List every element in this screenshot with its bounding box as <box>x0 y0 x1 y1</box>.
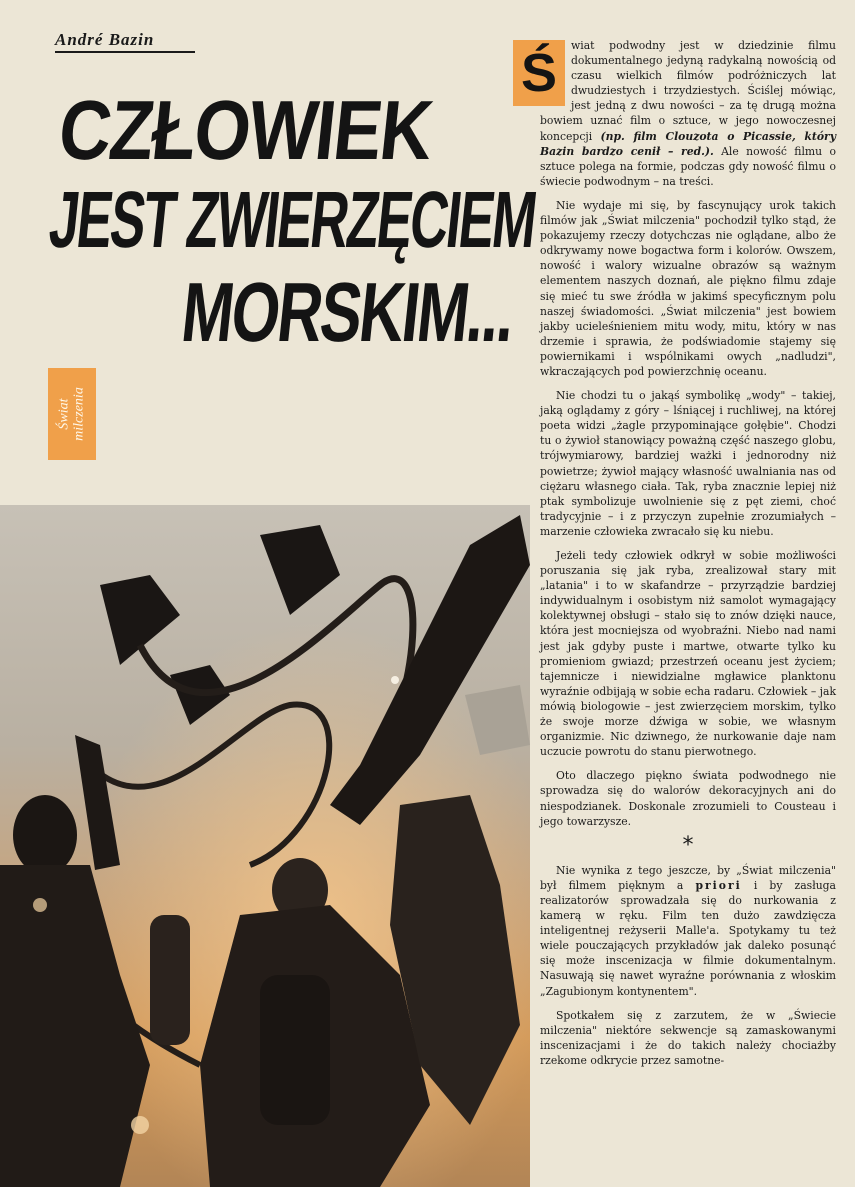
a-priori-term: priori <box>695 878 742 892</box>
paragraph-1-text-a: wiat podwodny jest w dziedzinie filmu dokumentalnego jedyną radykalną nowością od czasu wielkich filmów podróżniczych lat dwudziestych i trzydziestych. Ściślej mówiąc, jest jedną z dwu nowości – za tę drugą można bowiem uznać film o sztuce, w jego nowoczesnej koncepcji <box>540 39 836 143</box>
divers-illustration <box>0 505 530 1187</box>
section-separator: * <box>682 832 694 858</box>
paragraph-7: Spotkałem się z zarzutem, że w „Świecie milczenia" niektóre sekwencje są zamaskowanymi inscenizacjami i że do takich należy chociażby rzekome odkrycie przez samotne- <box>540 1008 836 1067</box>
title-line-3: MORSKIM... <box>177 265 518 359</box>
editor-note: (np. film Clouzota o Picassie, który Bazin bardzo cenił – red.). <box>540 129 837 158</box>
paragraph-5: Oto dlaczego piękno świata podwodnego nie sprowadza się do walorów dekoracyjnych ani do niespodzianek. Doskonale zrozumieli to Cousteau i jego towarzysze. <box>540 769 836 828</box>
section-tag-label <box>57 369 86 459</box>
bubble <box>33 898 47 912</box>
paragraph-2: Nie wydaje mi się, by fascynujący urok takich filmów jak „Świat milczenia" pochodził tylko stąd, że pokazujemy rzeczy dotychczas nie oglądane, albo że odkrywamy nowe bogactwa form i kolorów. Owszem, nowość i walory wizualne obrazów są ważnym elementem naszych doznań, ale piękno filmu zdaje się mieć tu swe źródła w jakimś specyficznym polu naszej świadomości. „Świat milczenia" jest bowiem jakby ucieleśnieniem mitu wody, mitu, który w nas drzemie i sprawia, że podświadomie stajemy się powiernikami i wspólnikami owych „nadludzi", wkraczających pod powierzchnię oceanu. <box>540 198 836 378</box>
air-tank <box>260 975 330 1125</box>
article-body <box>520 38 837 1077</box>
article-title <box>36 83 540 359</box>
author-byline: André Bazin <box>55 30 195 53</box>
title-line-1: CZŁOWIEK <box>54 83 436 177</box>
section-tag-line-2: milczenia <box>71 387 86 441</box>
title-line-2: JEST ZWIERZĘCIEM <box>45 175 540 264</box>
paragraph-6-text-b: i by zasługa realizatorów sprowadzała się do nurkowania z kamerą w ręku. Film ten dużo zawdzięcza inteligentnej reżyserii Malle'a. Spotykamy tu też wiele pouczających przykładów jak daleko posunąć się może inscenizacja w filmie dokumentalnym. Nasuwają się nawet wyraźne porównania z włoskim „Zagubionym kontynentem". <box>540 878 836 998</box>
bubble <box>391 676 399 684</box>
paragraph-1 <box>520 38 837 189</box>
diver-head <box>13 795 77 875</box>
bubble <box>131 1116 149 1134</box>
paragraph-4: Jeżeli tedy człowiek odkrył w sobie możliwości poruszania się jak ryba, zrealizował stary mit „latania" i to w skafandrze – przyrządzie bardziej indywidualnym i osobistym niż samolot wymagający kolektywnej obsługi – stało się to znów dzięki nauce, która jest mocniejsza od wyobraźni. Niebo nad nami jest jak gdyby puste i martwe, otwarte tylko ku promieniom gwiazd; przestrzeń oceanu jest życiem; tajemnicze i niewidzialne mgławice planktonu wyraźnie odbijają w sobie echa radaru. Człowiek – jak mówią biologowie – jest zwierzęciem morskim, tylko że swoje morze dźwiga w sobie, we własnym organizmie. Nic dziwnego, że nurkowanie daje nam uczucie powrotu do stanu pierwotnego. <box>540 549 836 759</box>
divers-photo <box>0 505 530 1187</box>
paragraph-1-text-b: Ale nowość filmu o sztuce polega na formie, podczas gdy nowość filmu o świecie podwodnym – na treści. <box>540 144 836 188</box>
drop-cap: Ś <box>513 40 565 106</box>
section-tag-line-1: Świat <box>56 398 72 430</box>
paragraph-6 <box>540 863 836 999</box>
paragraph-3: Nie chodzi tu o jakąś symbolikę „wody" – takiej, jaką oglądamy z góry – lśniącej i ruchliwej, na której poeta widzi „żagle przypominające gołębie". Chodzi tu o żywioł stanowiący poważną część naszego globu, trójwymiarowy, bardziej ważki i jednorodny niż powietrze; żywioł mający własność uwalniania nas od ciężaru własnego ciała. Tak, ryba znacznie lepiej niż ptak symbolizuje uwolnienie się z pęt ziemi, choć tradycyjnie – i z przyczyn zupełnie zrozumiałych – marzenie człowieka zwracało się ku niebu. <box>540 389 836 538</box>
air-tank <box>150 915 190 1045</box>
section-tag <box>48 368 96 460</box>
paragraph-6-text-a: Nie wynika z tego jeszcze, by „Świat milczenia" był filmem pięknym a <box>540 863 836 892</box>
